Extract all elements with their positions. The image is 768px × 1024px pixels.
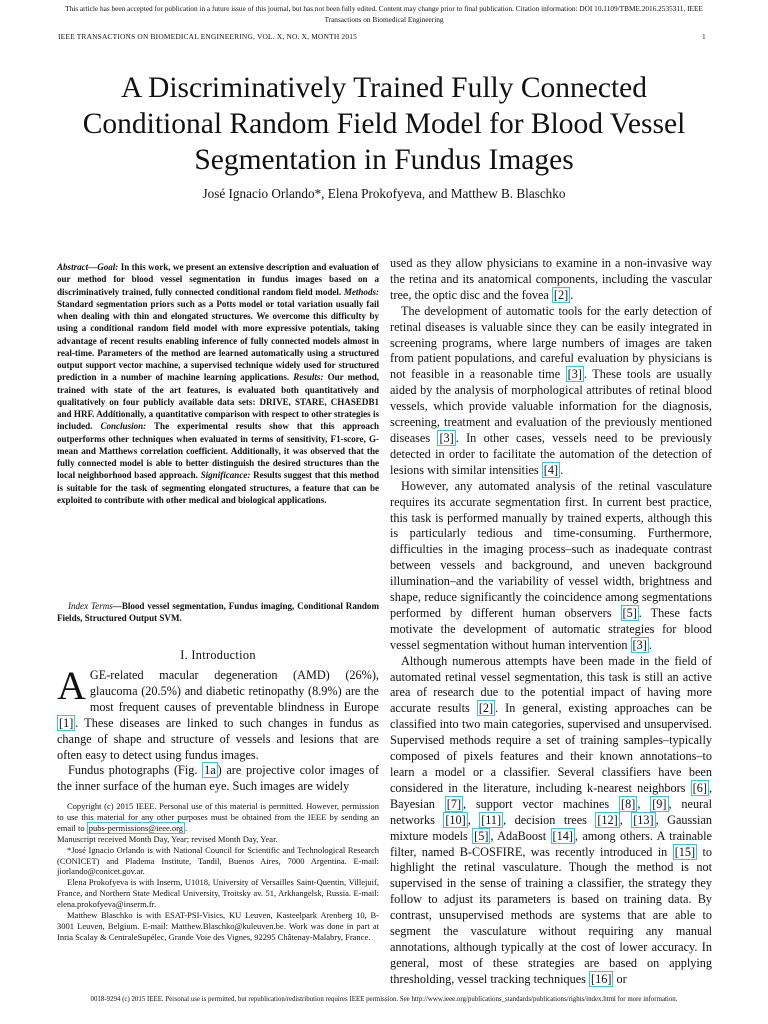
abstract-significance-text: Results suggest that this method is suitable for the task of segmenting elongated structures, a feature that can be exploited to contribute with other medical and biological applications. — [57, 470, 379, 505]
index-terms — [57, 600, 379, 625]
index-terms-text: —Blood vessel segmentation, Fundus imaging, Conditional Random Fields, Structured Output SVM. — [57, 601, 379, 624]
footnotes — [57, 801, 379, 943]
notice-line-2: Transactions on Biomedical Engineering — [324, 15, 444, 24]
abstract-results-text: Our method, trained with state of the art features, is evaluated both quantitatively and qualitatively on four publicly available data sets: DRIVE, STARE, CHASEDB1 and HRF. Additionally, a quantitative comparison with respect to other strategies is included. — [57, 372, 379, 432]
abstract-significance-label: Significance: — [200, 470, 251, 481]
text-span: , neural networks — [390, 796, 712, 827]
citation-link[interactable]: [4] — [543, 462, 559, 477]
intro-p1-b: . These diseases are linked to such changes in fundus as change of shape and structure of vessels and lesions that are often easy to detect using fundus images. — [57, 715, 379, 762]
abstract — [57, 261, 379, 506]
citation-link[interactable]: [14] — [552, 828, 573, 843]
copyright-footer: 0018-9294 (c) 2015 IEEE. Personal use is permitted, but republication/redistribution requires IEEE permission. See http://www.ieee.org/publications_standards/publications/rights/index.html for more information. — [90, 996, 678, 1003]
text-span: , Gaussian mixture models — [390, 812, 713, 843]
abstract-methods-text: Standard segmentation priors such as a Potts model or total variation usually fail when dealing with thin and elongated structures. We overcome this difficulty by using a conditional random field model with more expressive potentials, taking advantage of recent results enabling inference of fully connected models almost in real-time. Parameters of the method are learned automatically using a structured output support vector machine, a supervised technique widely used for structured prediction in a number of machine learning applications. — [57, 298, 379, 383]
author-list: José Ignacio Orlando*, Elena Prokofyeva, and Matthew B. Blaschko — [202, 186, 566, 201]
running-head: IEEE TRANSACTIONS ON BIOMEDICAL ENGINEERING, VOL. X, NO. X, MONTH 2015 — [58, 32, 358, 41]
citation-link[interactable]: [5] — [622, 605, 637, 620]
drop-cap: A — [57, 663, 86, 708]
citation-link[interactable]: [2] — [553, 287, 569, 302]
text-span: , decision trees — [503, 812, 596, 827]
paper-title — [40, 70, 728, 178]
text-span: , — [619, 812, 632, 827]
citation-link[interactable]: [16] — [591, 971, 612, 986]
footnote-copyright — [57, 801, 379, 845]
text-span: . These tools are usually aided by the analysis of morphological attributes of retinal blood vessels, which provide valuable information for the diagnosis, screening, treatment and evaluation of the previously mentioned diseases — [390, 367, 712, 445]
citation-link[interactable]: [9] — [652, 796, 667, 811]
citation-link[interactable]: [6] — [692, 780, 707, 795]
notice-line-1: This article has been accepted for publication in a future issue of this journal, but has not been fully edited. Content may change prior to final publication. Citation information: DOI 10.1109/TBME.2016.2535311, IEEE — [65, 4, 703, 13]
footnote-received: Manuscript received Month Day, Year; revised Month Day, Year. — [57, 833, 278, 844]
text-span: to highlight the retinal vasculature. Though the method is not supervised in the sense of training a classifier, the strategy they follow to adjust its parameters is based on training data. By contrast, unsupervised methods are systems that are able to segment the vasculature without requiring any manual annotations, although typically at the cost of lower accuracy. In general, most of these strategies are based on applying thresholding, vessel tracking techniques — [390, 844, 713, 986]
intro-p2-b: ) are projective color images of the inner surface of the human eye. Such images are widely — [57, 763, 379, 794]
text-span: , AdaBoost — [490, 828, 551, 843]
footnote-blaschko: Matthew Blaschko is with ESAT-PSI-Visics, KU Leuven, Kasteelpark Arenberg 10, B-3001 Leuven, Belgium. E-mail: Matthew.Blaschko@kuleuven.be. Work was done in part at Inria Scalay & CentraleSupélec, Grande Voie des Vignes, 92295 Châtenay-Malabry, France. — [57, 910, 379, 942]
text-span: . — [648, 637, 652, 652]
text-span: , support vector machines — [463, 796, 620, 811]
email-link[interactable]: pubs-permissions@ieee.org — [88, 822, 184, 833]
intro-paragraph-2 — [57, 763, 379, 795]
text-span: , among others. A trainable filter, named B-COSFIRE, was recently introduced in — [390, 828, 712, 859]
citation-link[interactable]: [3] — [439, 430, 454, 445]
citation-link[interactable]: [11] — [481, 812, 502, 827]
citation-link[interactable]: [5] — [474, 828, 489, 843]
footnote-prokofyeva: Elena Prokofyeva is with Inserm, U1018, University of Versailles Saint-Quentin, Villejuif, France, and Northern State Medical University, Troitsky av. 51, Arkhangelsk, Russia. E-mail: elena.prokofyeva@inserm.fr. — [57, 877, 379, 910]
citation-link[interactable]: [8] — [621, 796, 636, 811]
citation-link[interactable]: [15] — [674, 844, 696, 859]
right-paragraph-4 — [390, 654, 712, 988]
section-heading: I. Introduction — [180, 648, 256, 662]
abstract-goal-label: Abstract—Goal: — [57, 262, 119, 272]
right-column — [390, 256, 712, 988]
copyright-end: . — [185, 822, 188, 833]
citation-link[interactable]: [3] — [632, 637, 647, 652]
footnote-orlando: *José Ignacio Orlando is with National Council for Scientific and Technological Research (CONICET) and Pladema Institute, Tandil, Buenos Aires, 7000 Argentina. E-mail: jiorlando@conicet.gov.ar. — [57, 844, 379, 877]
title-line-2: Conditional Random Field Model for Blood Vessel — [82, 108, 686, 140]
abstract-conclusion-text: The experimental results show that this approach outperforms other techniques when evaluated in terms of sensitivity, F1-score, G-mean and Matthews correlation coefficient. Additionally, it was observed that the fully connected model is able to better distinguish the desired structures than the local neighborhood based approach. — [57, 421, 379, 481]
text-span: However, any automated analysis of the retinal vasculature requires its accurate segmentation first. In current best practice, this task is performed manually by trained experts, although this is particularly tedious and time-consuming. Furthermore, difficulties in the imaging process–such as inadequate contrast between vessels and background, and uneven background illumination–and the variability of vessel width, brightness and shape, reduce significantly the coincidence among segmentations performed by different human observers — [390, 478, 712, 620]
text-span: . These facts motivate the development of automatic strategies for blood vessel segmentation without human intervention — [390, 605, 713, 652]
text-span: , — [637, 796, 651, 811]
citation-link[interactable]: [3] — [567, 367, 582, 382]
text-span: , Bayesian — [390, 780, 712, 811]
publication-notice — [0, 3, 768, 25]
intro-paragraph-1 — [57, 663, 379, 763]
citation-link[interactable]: [1] — [59, 715, 74, 730]
citation-link[interactable]: [7] — [446, 796, 462, 811]
right-paragraph-2 — [390, 304, 712, 479]
figure-link[interactable]: 1a — [204, 763, 216, 778]
text-span: . In other cases, vessels need to be previously detected in order to facilitate the automation of the detection of lesions with similar intensities — [390, 430, 712, 477]
abstract-results-label: Results: — [293, 372, 324, 383]
text-span: , — [467, 812, 480, 827]
text-span: . — [560, 462, 564, 477]
text-span: or — [613, 971, 627, 986]
text-span: . — [570, 287, 574, 302]
citation-link[interactable]: [13] — [633, 812, 654, 827]
title-line-3: Segmentation in Fundus Images — [194, 144, 574, 176]
citation-link[interactable]: [10] — [445, 812, 466, 827]
text-span: Although numerous attempts have been made in the field of automated retinal vessel segmentation, this task is still an active area of research due to the potential impact of having more accurate results — [390, 653, 712, 716]
abstract-methods-label: Methods: — [343, 286, 379, 297]
intro-p1-a: GE-related macular degeneration (AMD) (26%), glaucoma (20.5%) and diabetic retinopathy (8.9%) are the most frequent causes of preventable blindness in Europe — [89, 668, 379, 714]
right-paragraph-1 — [390, 256, 712, 304]
right-paragraph-3 — [390, 479, 712, 654]
citation-link[interactable]: [2] — [478, 701, 494, 716]
copyright-text: Copyright (c) 2015 IEEE. Personal use of this material is permitted. However, permission to use this material for any other purposes must be obtained from the IEEE by sending an email to — [57, 801, 379, 833]
text-span: . In general, existing approaches can be classified into two main categories, supervised and unsupervised. Supervised methods require a set of training samples–typically composed of pixels features and their known annotations–to learn a model or a classifier. Several classifiers have been considered in the literature, including k-nearest neighbors — [390, 701, 712, 795]
page-number: 1 — [702, 32, 706, 41]
intro-p2-a: Fundus photographs (Fig. — [68, 763, 203, 778]
index-terms-label: Index Terms — [68, 601, 113, 611]
text-span: used as they allow physicians to examine in a non-invasive way the retina and its anatomical components, including the vascular tree, the optic disc and the fovea — [390, 256, 712, 302]
citation-link[interactable]: [12] — [597, 812, 618, 827]
text-span: The development of automatic tools for the early detection of retinal diseases is valuable since they can be easily integrated in screening programs, where large numbers of images are taken from patient populations, and careful evaluation by physicians is not feasible in a reasonable time — [390, 303, 712, 382]
abstract-conclusion-label: Conclusion: — [100, 421, 147, 432]
title-line-1: A Discriminatively Trained Fully Connected — [120, 72, 648, 104]
abstract-goal-text: In this work, we present an extensive description and evaluation of our method for blood vessel segmentation in fundus images based on a discriminatively trained, fully connected conditional random field model. — [57, 262, 379, 297]
introduction-text — [57, 663, 379, 795]
